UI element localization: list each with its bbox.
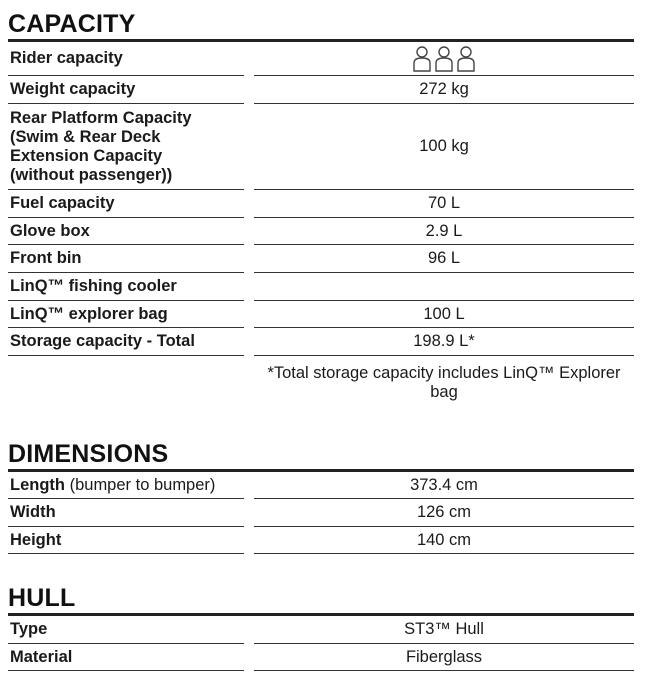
spec-label: Height (8, 527, 244, 554)
spec-value: 100 L (254, 301, 634, 328)
spec-label: Storage capacity - Total (8, 328, 244, 356)
spec-row-type (8, 616, 634, 644)
spec-value (254, 273, 634, 301)
dimensions-title: DIMENSIONS (8, 440, 169, 468)
spec-value: Fiberglass (254, 644, 634, 671)
spec-value: 100 kg (254, 104, 634, 190)
spec-value: 272 kg (254, 76, 634, 104)
spec-label: Rider capacity (8, 42, 244, 76)
spec-row-rider-capacity (8, 42, 634, 76)
spec-label: Weight capacity (8, 76, 244, 104)
spec-value: ST3™ Hull (254, 616, 634, 644)
capacity-section (8, 10, 634, 402)
spec-row-fishing-cooler (8, 273, 634, 301)
spec-label: Glove box (8, 218, 244, 245)
spec-row-width (8, 499, 634, 527)
three-rider-icon (412, 46, 476, 72)
spec-label: Fuel capacity (8, 190, 244, 218)
spec-label: LinQ™ fishing cooler (8, 273, 244, 301)
spec-label-main: Length (10, 475, 65, 494)
storage-footnote: *Total storage capacity includes LinQ™ Explorer bag (267, 364, 621, 401)
spec-row-height (8, 527, 634, 554)
spec-row-rear-platform (8, 104, 634, 190)
spec-value: 70 L (254, 190, 634, 218)
spec-value: 198.9 L* (254, 328, 634, 356)
hull-title: HULL (8, 584, 76, 612)
spec-row-explorer-bag (8, 301, 634, 328)
spec-row-fuel-capacity (8, 190, 634, 218)
spec-label (8, 472, 244, 499)
spec-value: 140 cm (254, 527, 634, 554)
spec-value: 373.4 cm (254, 472, 634, 499)
spec-row-weight-capacity (8, 76, 634, 104)
hull-section (8, 584, 634, 671)
spec-row-front-bin (8, 245, 634, 273)
spec-label-suffix: (bumper to bumper) (69, 475, 216, 494)
spec-label: Material (8, 644, 244, 671)
capacity-title: CAPACITY (8, 10, 136, 38)
spec-label: Width (8, 499, 244, 527)
spec-row-material (8, 644, 634, 671)
spec-value: 96 L (254, 245, 634, 273)
spec-row-glove-box (8, 218, 634, 245)
spec-row-length (8, 472, 634, 499)
spec-value: 2.9 L (254, 218, 634, 245)
spec-label: Type (8, 616, 244, 644)
spec-value: 126 cm (254, 499, 634, 527)
spec-row-storage-total (8, 328, 634, 356)
dimensions-section (8, 440, 634, 554)
spec-label: LinQ™ explorer bag (8, 301, 244, 328)
spec-label: Front bin (8, 245, 244, 273)
spec-value (254, 42, 634, 76)
spec-label: Rear Platform Capacity (Swim & Rear Deck Extension Capacity (without passenger)) (8, 104, 244, 190)
